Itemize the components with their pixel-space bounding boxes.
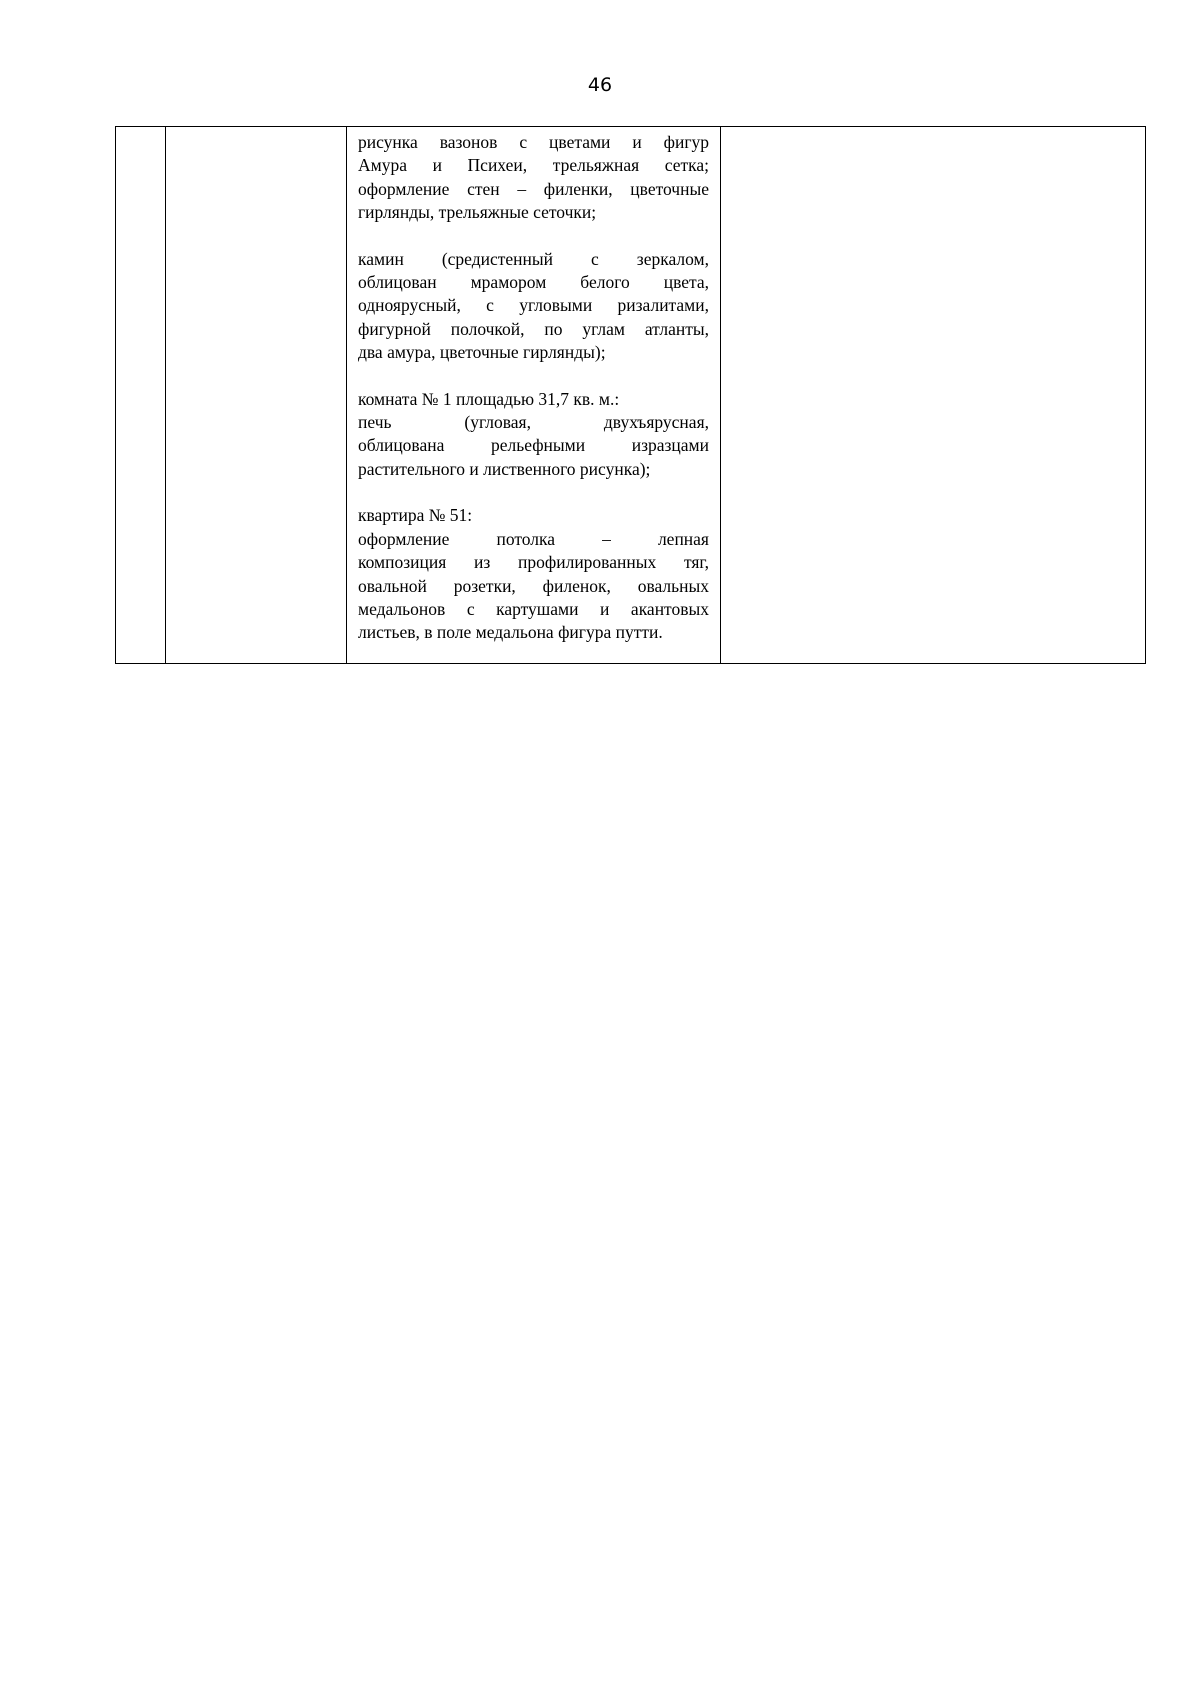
cell-object-name <box>166 127 347 664</box>
text-line: комната № 1 площадью 31,7 кв. м.: <box>358 388 620 409</box>
text-line: листьев, в поле медальона фигура путти. <box>358 622 663 643</box>
text-line: гирлянды, трельяжные сеточки; <box>358 202 597 223</box>
text-line: оформление потолка – лепная <box>358 528 709 549</box>
cell-number <box>116 127 166 664</box>
text-line: рисунка вазонов с цветами и фигур <box>358 132 709 152</box>
text-line: Амура и Психеи, трельяжная сетка; <box>358 155 709 176</box>
text-line: медальонов с картушами и акантовых <box>358 598 709 619</box>
page-number: 46 <box>587 74 613 96</box>
text-line: облицована рельефными изразцами <box>358 435 709 456</box>
paragraph-fireplace <box>358 248 709 365</box>
cell-subject-of-protection <box>347 127 721 664</box>
subject-text <box>347 127 720 663</box>
paragraph-ceiling-walls <box>358 131 709 225</box>
text-line: оформление стен – филенки, цветочные <box>358 178 709 199</box>
paragraph-apartment-51 <box>358 504 709 644</box>
cell-notes <box>721 127 1146 664</box>
table-row <box>116 127 1146 664</box>
text-line: фигурной полочкой, по углам атланты, <box>358 318 709 339</box>
text-line: квартира № 51: <box>358 505 473 526</box>
text-line: печь (угловая, двухъярусная, <box>358 412 709 433</box>
text-line: камин (средистенный с зеркалом, <box>358 248 709 269</box>
paragraph-room-1 <box>358 388 709 482</box>
text-line: композиция из профилированных тяг, <box>358 552 709 573</box>
text-line: растительного и лиственного рисунка); <box>358 458 651 479</box>
text-line: овальной розетки, филенок, овальных <box>358 575 709 596</box>
text-line: два амура, цветочные гирлянды); <box>358 342 606 363</box>
heritage-table <box>115 126 1146 664</box>
text-line: облицован мрамором белого цвета, <box>358 272 709 293</box>
text-line: одноярусный, с угловыми ризалитами, <box>358 295 709 316</box>
